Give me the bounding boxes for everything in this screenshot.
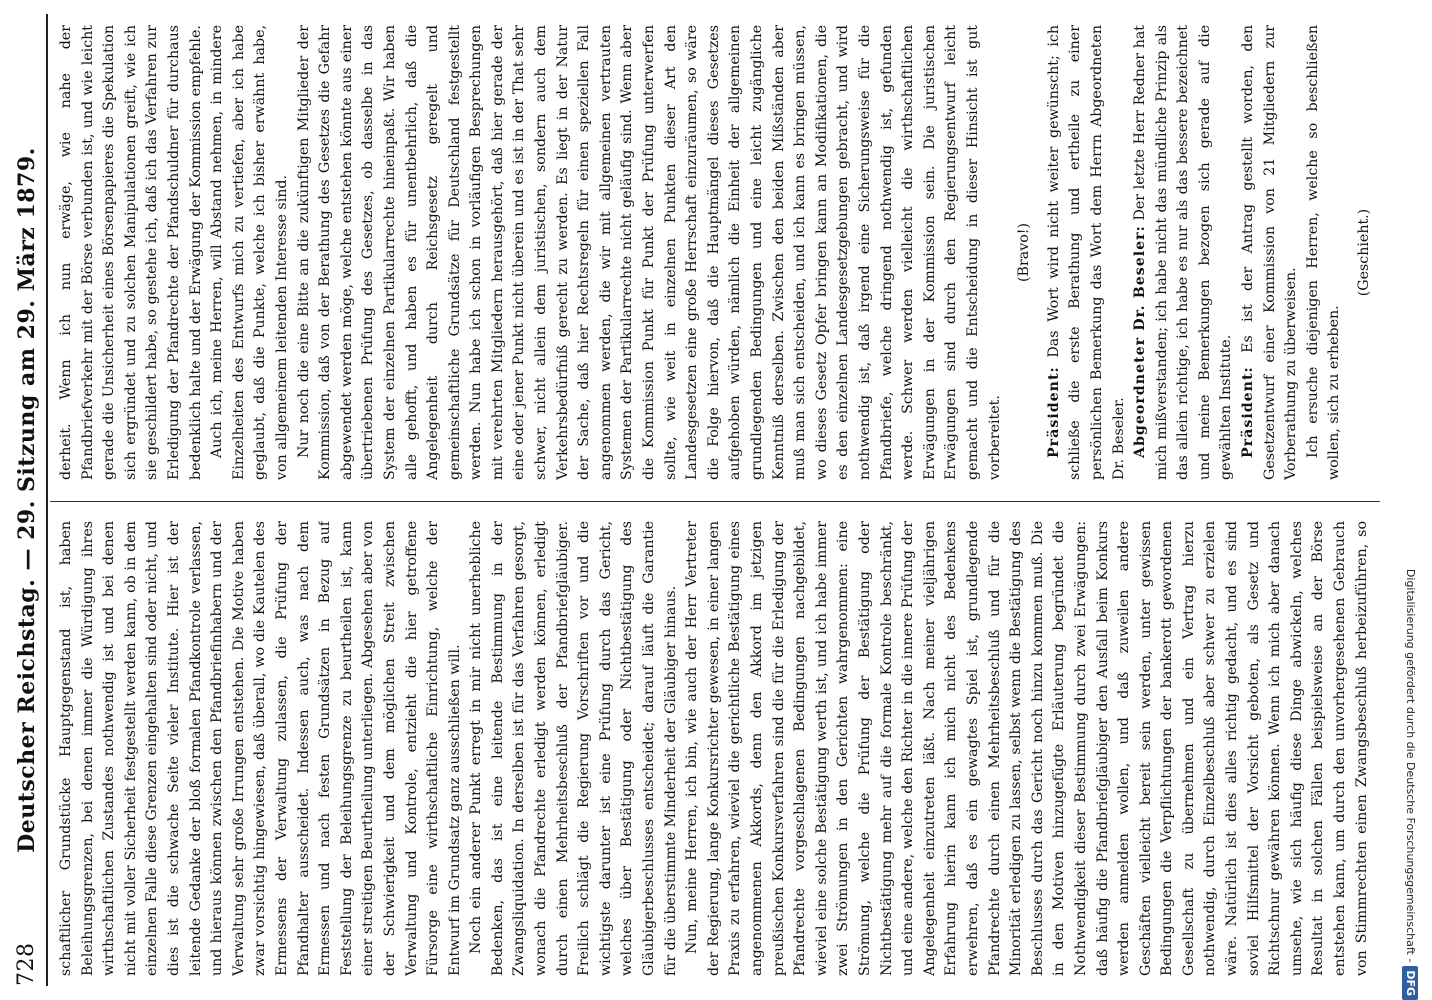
page-header — [10, 0, 46, 1000]
right-column — [56, 25, 1376, 480]
speaker-name: Präsident: — [1240, 366, 1257, 458]
interjection-bravo: (Bravo!) — [1016, 223, 1033, 282]
interjection-geschieht: (Geschieht.) — [1356, 208, 1373, 297]
paragraph: derheit. Wenn ich nun erwäge, wie nahe der Pfandbriefverkehr mit der Börse verbunden ist, und wie leicht gerade die Unsicherheit eines Börsenpapieres die Spekulation sich ergründet und zu solchen Manipulationen greift, wie ich sie geschildert habe, so gestehe ich, daß ich das Verfahren zur Erledigung der Pfandrechte der Pfandschuldner für durchaus bedenklich halte und der Erwägung der Kommission empfehle. — [58, 25, 204, 480]
speech-text: Ich ersuche diejenigen Herren, welche so beschließen wollen, sich zu erheben. — [1304, 25, 1343, 480]
speaker-name: Abgeordneter Dr. Beseler: — [1132, 225, 1149, 458]
speaker-name: Präsident: — [1045, 366, 1062, 458]
paragraph: Nun, meine Herren, ich bin, wie auch der Herr Vertreter der Regierung, lange Konkursrichter gewesen, in einer langen Praxis zu erfahren, wieviel die gerichtliche Bestätigung eines angenommenen Akkords, denn den Akkord im jetzigen preußischen Konkursverfahren sind die für die Erledigung der Pfandrechte vorgeschlagenen Bedingungen nachgebildet, wieviel eine solche Bestätigung werth ist, und ich habe immer zwei Strömungen in den Gerichten wahrgenommen: eine Strömung, welche die Prüfung der Bestätigung oder Nichtbestätigung mehr auf die formale Kontrole beschränkt, und eine andere, welche den Richter in die innere Prüfung der Angelegenheit einzutreten läßt. Nach meiner vieljährigen Erfahrung hierin kann ich mich nicht des Bedenkens erwehren, daß es ein gewagtes Spiel ist, grundlegende Pfandrechte durch einen Mehrheitsbeschluß und für die Minorität erledigen zu lassen, selbst wenn die Bestätigung des Beschlusses durch das Gericht noch hinzu kommen muß. Die in den Motiven hinzugefügte Erläuterung begründet die Nothwendigkeit dieser Bestimmung durch zwei Erwägungen: daß häufig die Pfandbriefgläubiger den Ausfall beim Konkurs werden anmelden wollen, und daß zuweilen andere Geschäften vielleicht bereit sein werden, unter gewissen Bedingungen die Verpflichtungen der bankerott gewordenen Gesellschaft zu übernehmen und ein Vertrag hierzu nothwendig, durch Einzelbeschluß aber schwer zu erzielen wäre. Natürlich ist dies alles richtig gedacht, und es sind soviel Hilfsmittel der Vorsicht geboten, als Gesetz und Richtschnur gewähren können. Wenn ich mich aber danach umsehe, wie sich häufig diese Dinge abwickeln, welches Resultat in solchen Fällen beispielsweise an der Börse entstehen kann, um durch den unvorhergesehenen Gebrauch von Stimmrechten einen Zwangsbeschluß herbeizuführen, so — [684, 521, 1370, 976]
running-title: Deutscher Reichstag. — 29. Sitzung am 29. März 1879. — [14, 147, 40, 853]
speech-paragraph — [1238, 25, 1303, 480]
dfg-logo: DFG — [1402, 966, 1418, 1000]
speech-paragraph — [1303, 25, 1346, 480]
speech-paragraph — [1130, 25, 1238, 480]
speech-text: Das Wort wird nicht weiter gewünscht; ich schließe die erste Berathung und ertheile zu einer persönlichen Bemerkung das Wort dem Herrn Abgeordneten Dr. Beseler. — [1045, 25, 1127, 480]
speech-paragraph — [1044, 25, 1130, 480]
header-rule — [46, 14, 48, 986]
page-number: 728 — [14, 942, 39, 986]
paragraph: Auch ich, meine Herren, will Abstand nehmen, in mindere Einzelheiten des Entwurfs mich zu vertiefen, aber ich habe geglaubt, daß die Punkte, welche ich bisher erwähnt habe, von allgemeinem leitenden Interesse sind. — [209, 25, 290, 480]
credit-text: Digitalisierung gefördert durch die Deutsche Forschungsgemeinschaft - — [1404, 568, 1417, 963]
paragraph: Nur noch die eine Bitte an die zukünftigen Mitglieder der Kommission, daß von der Berathung des Gesetzes die Gefahr abgewendet werden möge, welche entstehen könnte aus einer übertriebenen Prüfung des Gesetzes, ob dasselbe in das System der einzelnen Partikularrechte hineinpaßt. Wir haben alle gehofft, und haben es für unentbehrlich, daß die Angelegenheit durch Reichsgesetz geregelt und gemeinschaftliche Grundsätze für Deutschland festgestellt werden. Nun habe ich schon in vorläufigen Besprechungen mit verehrten Mitgliedern herausgehört, daß hier gerade der eine oder jener Punkt nicht überein und es ist in der That sehr schwer, nicht allein dem juristischen, sondern auch dem Verkehrsbedürfniß gerecht zu werden. Es liegt in der Natur der Sache, daß hier Rechtsregeln für einen speziellen Fall angenommen werden, die wir mit allgemeinen vertrauten Systemen der Partikularrechte nicht geläufig sind. Wenn aber die Kommission Punkt für Punkt der Prüfung unterwerfen sollte, wie weit in einzelnen Punkten dieser Art den Landesgesetzen eine große Herrschaft einzuräumen, so wäre die Folge hiervon, daß die Hauptmängel dieses Gesetzes aufgehoben würden, nämlich die Einheit der allgemeinen grundlegenden Bedingungen und eine leicht zugängliche Kenntniß derselben. Zwischen den beiden Mißständen aber muß man sich entscheiden, und ich kann es bringen müssen, wo dieses Gesetz Opfer bringen kann an Modifikationen, die es den einzelnen Landesgesetzgebungen gebracht, und wird nothwendig ist, daß irgend eine Sicherungsweise für die Pfandbriefe, welche dringend nothwendig ist, gefunden werde. Schwer werden vielleicht die wirthschaftlichen Erwägungen in der Kommission sein. Die juristischen Erwägungen sind durch den Regierungsentwurf leicht gemacht und die Entscheidung in dieser Hinsicht ist gut vorbereitet. — [295, 25, 1003, 480]
paragraph: schaftlicher Grundstücke Hauptgegenstand ist, haben Beleihungsgrenzen, bei denen immer die Würdigung ihres wirthschaftlichen Zustandes nothwendig ist und bei denen nicht mit voller Sicherheit festgestellt werden kann, ob in dem einzelnen Falle diese Grenzen eingehalten sind oder nicht, und dies ist die schwache Seite vieler Institute. Hier ist der leitende Gedanke der bloß formalen Pfandkontrole verlassen, und hieraus können zwischen den Pfandbriefinhabern und der Verwaltung sehr große Irrungen entstehen. Die Motive haben zwar vorsichtig hingewiesen, daß überall, wo die Kautelen des Ermessens der Verwaltung zulassen, die Prüfung der Pfandhalter ausscheidet. Indessen auch, was nach dem Ermessen und nach festen Grundsätzen in Bezug auf Feststellung der Beleihungsgrenze zu beurtheilen ist, kann einer streitigen Beurtheilung unterliegen. Abgesehen aber von der Schwierigkeit und dem möglichen Streit zwischen Verwaltung und Kontrole, entzieht die hier getroffene Fürsorge eine wirthschaftliche Einrichtung, welche der Entwurf im Grundsatz ganz ausschließen will. — [58, 521, 463, 976]
column-divider — [50, 501, 1380, 502]
left-column — [56, 521, 1376, 976]
digitization-credit — [1388, 0, 1432, 1000]
paragraph: Noch ein anderer Punkt erregt in mir nicht unerhebliche Bedenken, das ist eine leitende Bestimmung in der Zwangsliquidation. In derselben ist für das Verfahren gesorgt, wonach die Pfandrechte erledigt werden können, erledigt durch einen Mehrheitsbeschluß der Pfandbriefgläubiger. Freilich schlägt die Regierung Vorschriften vor und die wichtigste darunter ist eine Prüfung durch das Gericht, welches über Bestätigung oder Nichtbestätigung des Gläubigerbeschlusses entscheidet; darauf läuft die Garantie für die überstimmte Minderheit der Gläubiger hinaus. — [468, 521, 679, 976]
speech-text: Es ist der Antrag gestellt worden, den Gesetzentwurf einer Kommission von 21 Mitgliedern zur Vorberathung zu überweisen. — [1240, 25, 1300, 480]
speech-text: Der letzte Herr Redner hat mich mißverstanden; ich habe nicht das mündliche Prinzip als das allein richtige, ich habe es nur als das bessere bezeichnet und meine Bemerkungen bezogen sich gerade auf die gewählten Institute. — [1132, 25, 1235, 480]
